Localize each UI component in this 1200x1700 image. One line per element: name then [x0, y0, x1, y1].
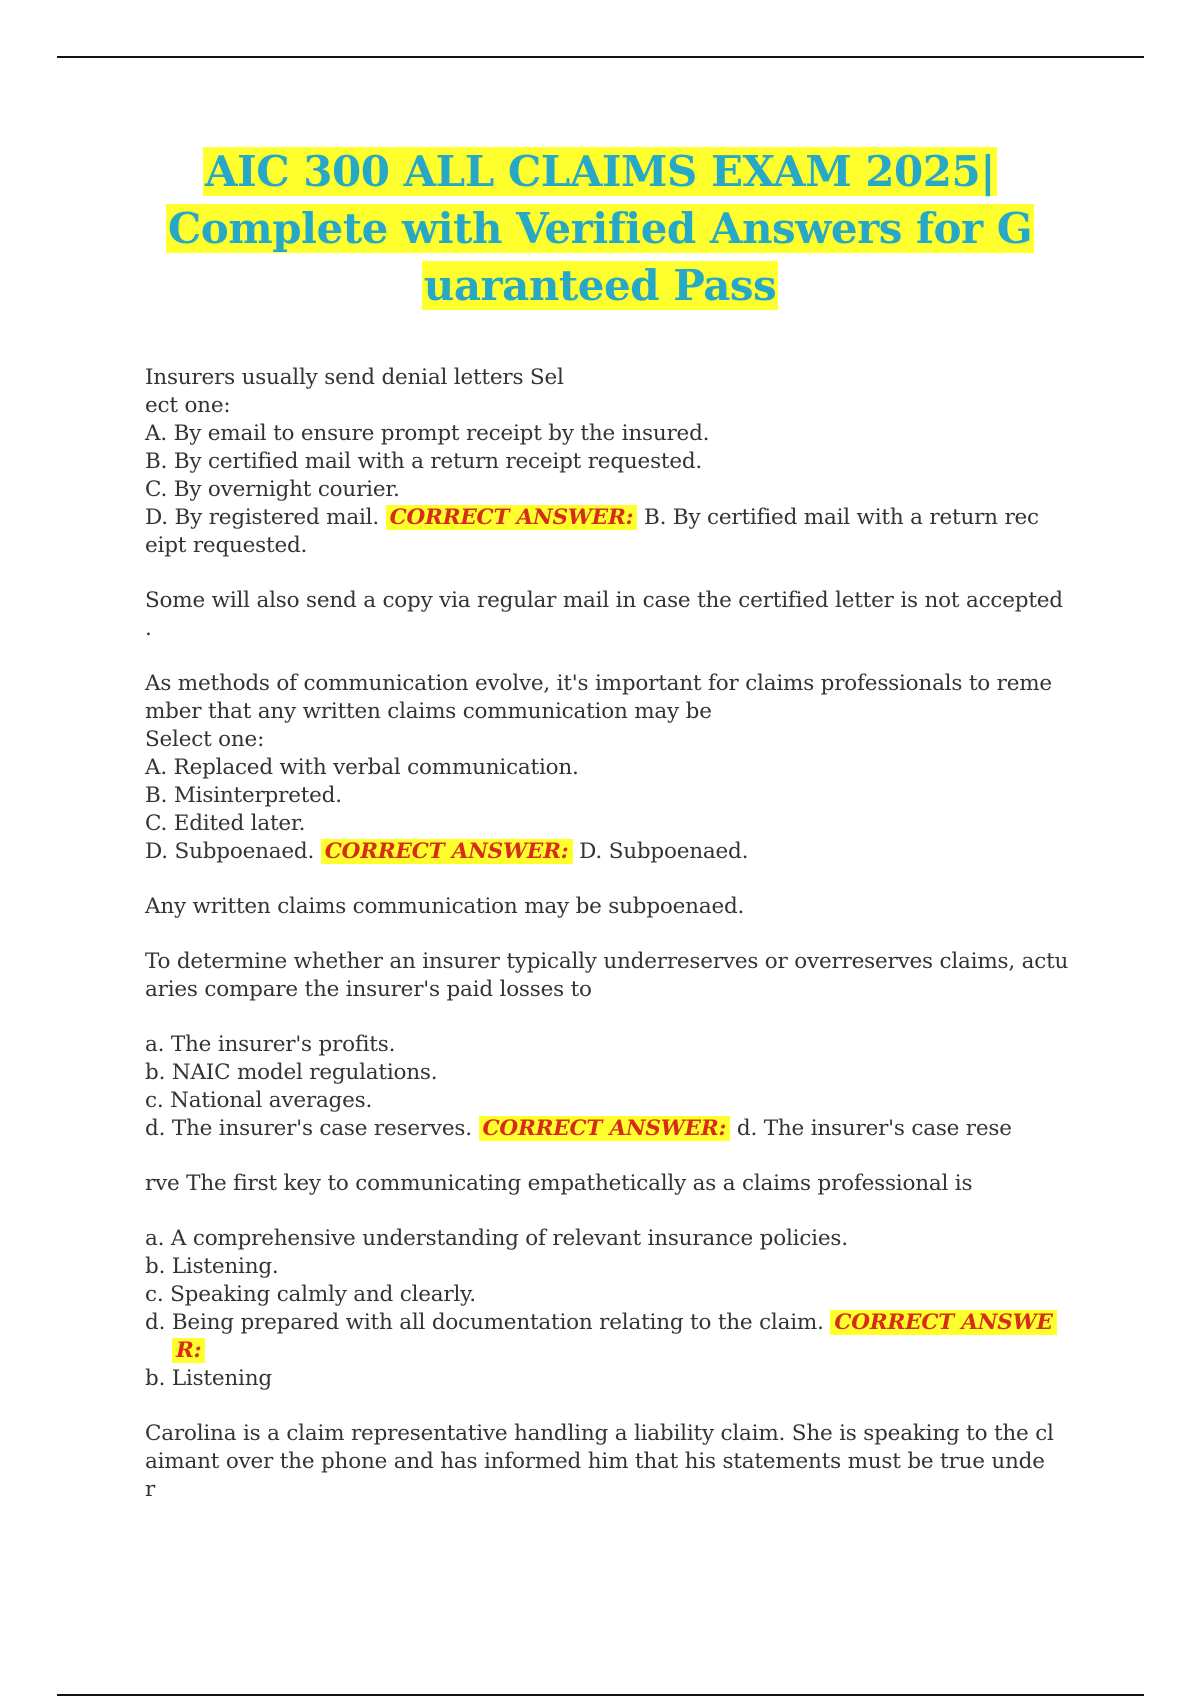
option-a: A. By email to ensure prompt receipt by the insured.	[145, 421, 710, 446]
option-d: D. By registered mail.	[145, 505, 379, 530]
option-c: c. National averages.	[145, 1088, 373, 1113]
option-d: d. Being prepared with all documentation relating to the claim.	[145, 1310, 824, 1335]
document-body	[145, 364, 1090, 1504]
rationale-cont: .	[145, 616, 152, 641]
question-3	[145, 948, 1090, 1143]
correct-answer: d. The insurer's case rese	[736, 1116, 1012, 1141]
option-d-with-answer	[145, 838, 1090, 866]
option-d-with-answer	[145, 1309, 1090, 1337]
option-a: A. Replaced with verbal communication.	[145, 755, 579, 780]
top-rule	[57, 56, 1144, 58]
bottom-rule	[57, 1694, 1144, 1696]
question-1	[145, 364, 1090, 643]
question-stem: rve The first key to communicating empathetically as a claims professional is	[145, 1171, 973, 1196]
question-stem: To determine whether an insurer typically underreserves or overreserves claims, actu	[145, 949, 1069, 974]
question-stem: As methods of communication evolve, it's important for claims professionals to reme	[145, 671, 1052, 696]
question-stem: mber that any written claims communication may be	[145, 699, 712, 724]
correct-answer-cont: eipt requested.	[145, 533, 308, 558]
option-b: b. NAIC model regulations.	[145, 1060, 438, 1085]
correct-answer-label: CORRECT ANSWE	[830, 1310, 1056, 1335]
correct-answer: B. By certified mail with a return rec	[644, 505, 1039, 530]
option-d: D. Subpoenaed.	[145, 839, 315, 864]
correct-answer-label: CORRECT ANSWER:	[321, 839, 573, 864]
correct-answer-label: CORRECT ANSWER:	[479, 1116, 731, 1141]
correct-answer-label: CORRECT ANSWER:	[386, 505, 638, 530]
option-d-with-answer	[145, 1115, 1090, 1143]
rationale: Any written claims communication may be subpoenaed.	[145, 894, 745, 919]
correct-answer: b. Listening	[145, 1366, 272, 1391]
question-stem: ect one:	[145, 393, 231, 418]
document-title	[100, 143, 1100, 314]
option-b: b. Listening.	[145, 1254, 279, 1279]
option-b: B. Misinterpreted.	[145, 783, 342, 808]
correct-answer: D. Subpoenaed.	[579, 839, 749, 864]
question-5	[145, 1420, 1090, 1504]
question-stem: r	[145, 1477, 156, 1502]
question-2	[145, 670, 1090, 921]
option-d: d. The insurer's case reserves.	[145, 1116, 472, 1141]
option-b: B. By certified mail with a return receipt requested.	[145, 449, 703, 474]
question-stem: Select one:	[145, 727, 265, 752]
option-a: a. A comprehensive understanding of relevant insurance policies.	[145, 1226, 848, 1251]
question-4	[145, 1170, 1090, 1393]
option-c: c. Speaking calmly and clearly.	[145, 1282, 476, 1307]
question-stem: Carolina is a claim representative handling a liability claim. She is speaking to the cl	[145, 1421, 1054, 1446]
title-line-3: uaranteed Pass	[423, 261, 777, 310]
question-stem: Insurers usually send denial letters Sel	[145, 365, 564, 390]
question-stem: aries compare the insurer's paid losses to	[145, 977, 592, 1002]
correct-answer-label-cont: R:	[172, 1338, 205, 1363]
question-stem: aimant over the phone and has informed him that his statements must be true unde	[145, 1449, 1045, 1474]
rationale: Some will also send a copy via regular mail in case the certified letter is not accepted	[145, 588, 1063, 613]
title-line-2: Complete with Verified Answers for G	[167, 204, 1033, 253]
option-d-with-answer	[145, 504, 1090, 532]
option-c: C. Edited later.	[145, 811, 306, 836]
option-a: a. The insurer's profits.	[145, 1032, 396, 1057]
title-line-1: AIC 300 ALL CLAIMS EXAM 2025|	[205, 147, 995, 196]
option-c: C. By overnight courier.	[145, 477, 400, 502]
